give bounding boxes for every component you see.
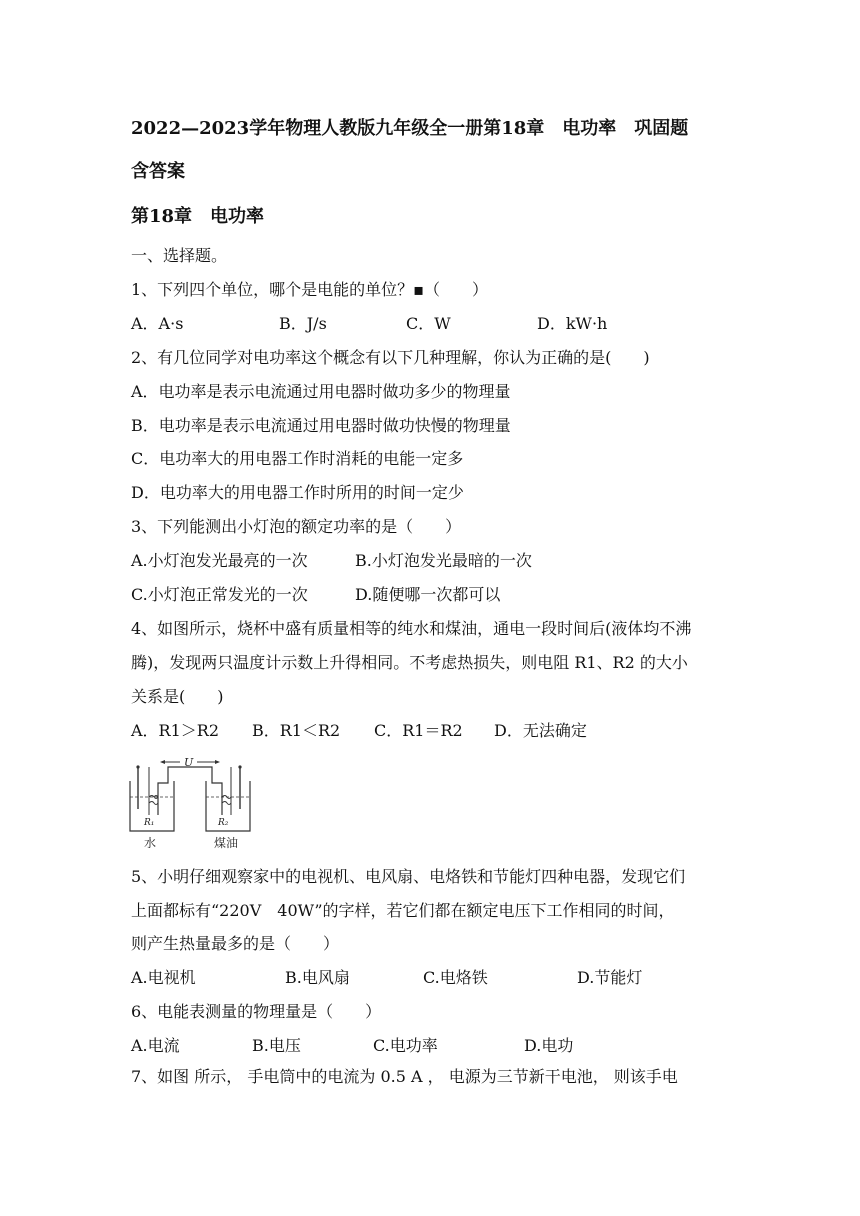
question-5-stem-line-2: 上面都标有“220V 40W”的字样，若它们都在额定电压下工作相同的时间， [131, 901, 675, 920]
question-4-stem-line-2: 腾)，发现两只温度计示数上升得相同。不考虑热损失，则电阻 R1、R2 的大小 [131, 653, 688, 672]
question-6-option-b: B.电压 [252, 1036, 301, 1055]
chapter-heading: 第18章 电功率 [131, 206, 265, 227]
question-3-option-d: D.随便哪一次都可以 [355, 585, 501, 604]
question-6-option-d: D.电功 [524, 1036, 574, 1055]
section-heading: 一、选择题。 [131, 246, 228, 265]
document-title-line-1: 2022—2023学年物理人教版九年级全一册第18章 电功率 巩固题 [131, 118, 689, 139]
question-4-stem-line-3: 关系是( ) [131, 687, 224, 706]
question-4-stem-line-1: 4、如图所示，烧杯中盛有质量相等的纯水和煤油，通电一段时间后(液体均不沸 [131, 619, 692, 638]
document-title-line-2: 含答案 [131, 161, 185, 182]
circuit-diagram [122, 753, 264, 853]
question-6-stem: 6、电能表测量的物理量是（ ） [131, 1002, 382, 1021]
question-2-option-d: D．电功率大的用电器工作时所用的时间一定少 [131, 483, 464, 502]
question-4-option-c: C．R1＝R2 [374, 721, 463, 740]
question-1-option-c: C．W [406, 314, 451, 333]
question-1-option-a: A．A·s [131, 314, 184, 333]
r2-label: R₂ [218, 818, 229, 828]
question-5-option-d: D.节能灯 [577, 968, 643, 987]
voltage-label: U [184, 756, 194, 769]
question-6-option-c: C.电功率 [373, 1036, 438, 1055]
question-4-circuit-figure [122, 753, 264, 853]
question-5-option-b: B.电风扇 [285, 968, 350, 987]
question-3-option-b: B.小灯泡发光最暗的一次 [355, 551, 532, 570]
water-label: 水 [144, 836, 157, 850]
question-6-option-a: A.电流 [131, 1036, 180, 1055]
question-4-option-b: B．R1＜R2 [252, 721, 341, 740]
question-5-stem-line-1: 5、小明仔细观察家中的电视机、电风扇、电烙铁和节能灯四种电器，发现它们 [131, 867, 686, 886]
question-3-option-c: C.小灯泡正常发光的一次 [131, 585, 308, 604]
question-5-stem-line-3: 则产生热量最多的是（ ） [131, 934, 340, 953]
question-2-option-b: B．电功率是表示电流通过用电器时做功快慢的物理量 [131, 416, 511, 435]
question-7-stem: 7、如图 所示， 手电筒中的电流为 0.5 A ， 电源为三节新干电池， 则该手电 [131, 1067, 678, 1086]
r1-label: R₁ [144, 818, 155, 828]
question-1-option-b: B．J/s [279, 314, 327, 333]
question-4-option-a: A．R1＞R2 [131, 721, 220, 740]
question-3-option-a: A.小灯泡发光最亮的一次 [131, 551, 308, 570]
question-2-option-a: A．电功率是表示电流通过用电器时做功多少的物理量 [131, 382, 511, 401]
question-5-option-a: A.电视机 [131, 968, 196, 987]
question-2-option-c: C．电功率大的用电器工作时消耗的电能一定多 [131, 449, 464, 468]
kerosene-label: 煤油 [214, 836, 239, 850]
question-2-stem: 2、有几位同学对电功率这个概念有以下几种理解，你认为正确的是( ) [131, 348, 650, 367]
question-4-option-d: D．无法确定 [494, 721, 587, 740]
question-5-option-c: C.电烙铁 [423, 968, 488, 987]
question-1-stem: 1、下列四个单位，哪个是电能的单位？▪（ ） [131, 280, 489, 299]
question-1-option-d: D．kW·h [537, 314, 608, 333]
question-3-stem: 3、下列能测出小灯泡的额定功率的是（ ） [131, 517, 462, 536]
